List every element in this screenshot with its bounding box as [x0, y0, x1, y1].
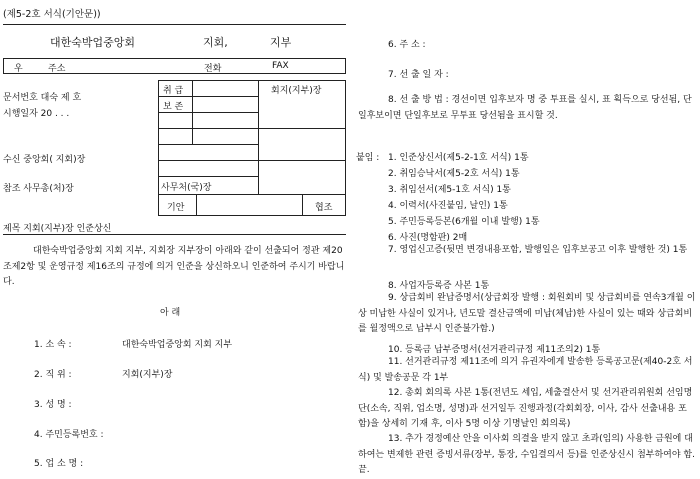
chwigeup-label: 취 급: [163, 86, 184, 96]
fax-label: FAX: [272, 61, 289, 71]
grid-line: [158, 194, 346, 195]
zip-label: 우: [14, 64, 23, 74]
header-sub-branch: 지부: [270, 36, 292, 49]
body-text: 대한숙박업중앙회 지회 지부, 지회장 지부장이 아래와 같이 선출되어 정관 제20조제2항 및 운영규정 제16조의 규정에 의거 인준을 상신하오니 인준하여 주시기 바랍니다.: [3, 246, 345, 287]
grid-line: [158, 96, 258, 97]
gian-label: 기안: [167, 203, 185, 213]
item-id-label: 4. 주민등록번호 :: [34, 430, 104, 440]
reference: 참조 사무총(처)장: [3, 184, 74, 194]
grid-line: [196, 194, 197, 216]
grid-line: [158, 176, 258, 177]
header-branch: 지회,: [203, 36, 228, 49]
attachment-11: 11. 선거관리규정 제11조에 의거 유권자에게 발송한 등록공고문(제40-2호 서식) 및 발송공문 각 1부: [358, 357, 693, 383]
office-head-label: 사무처(국)장: [161, 183, 212, 193]
attachment-4: 4. 이력서(사진붙임, 날인) 1통: [388, 201, 508, 211]
attachment-2: 2. 취임승낙서(제5-2호 서식) 1통: [388, 169, 520, 179]
approval-grid: [158, 80, 346, 216]
bojon-label: 보 존: [163, 102, 184, 112]
item-affiliation-value: 대한숙박업중앙회 지회 지부: [122, 340, 233, 350]
attachment-9: 9. 상급회비 완납증명서(상급회장 발행 : 회원회비 및 상급회비를 연속3개월 이상 미납한 사실이 있거나, 년도말 결산금액에 미납(체납)한 사실이 있는 때와 상급회비를 월정액으로 납부시 인준불가함.): [358, 293, 696, 334]
grid-line: [158, 160, 346, 161]
branch-head-label: 회지(지부)장: [271, 86, 322, 96]
attachment-3: 3. 취임선서(제5-1호 서식) 1통: [388, 185, 511, 195]
attachment-7: 7. 영업신고증(뒷면 변경내용포함, 발행일은 입후보공고 이후 발행한 것) 1통: [388, 245, 688, 255]
header-org: 대한숙박업중앙회: [50, 36, 136, 49]
address-row: [3, 58, 346, 74]
attachments-title: 붙임 :: [356, 153, 380, 163]
item-business-label: 5. 업 소 명 :: [34, 459, 84, 469]
subject-underline: [3, 234, 346, 235]
attachment-5: 5. 주민등록등본(6개월 이내 발행) 1통: [388, 217, 540, 227]
hyeopjo-label: 협조: [315, 203, 333, 213]
phone-label: 전화: [204, 64, 222, 74]
grid-line: [158, 128, 346, 129]
item-position-label: 2. 직 위 :: [34, 370, 72, 380]
below-heading: 아 래: [160, 308, 181, 318]
grid-line: [158, 144, 258, 145]
doc-number: 문서번호 대숙 제 호: [3, 93, 82, 103]
item-address-label: 6. 주 소 :: [388, 40, 426, 50]
attachment-1: 1. 인준상신서(제5-2-1호 서식) 1통: [388, 153, 529, 163]
subject: 제목 지회(지부)장 인준상신: [3, 224, 112, 234]
attachment-10: 10. 등록금 납부증명서(선거관리규정 제11조의2) 1통: [388, 345, 601, 355]
item-affiliation-label: 1. 소 속 :: [34, 340, 72, 350]
address-label: 주소: [48, 64, 66, 74]
attachment-12: 12. 총회 회의록 사본 1통(전년도 세입, 세출결산서 및 선거관리위원회 선임명단(소속, 직위, 업소명, 성명)과 선거일두 진행과정(각회회장, 이사, 감사 선출내용 포함)을 상세히 기재 후, 이사 5명 이상 기명날인 회의록): [358, 388, 693, 429]
grid-line: [158, 112, 258, 113]
grid-line: [258, 80, 259, 194]
exec-date: 시행일자 20 . . .: [3, 109, 70, 119]
item-election-date-label: 7. 선 출 일 자 :: [388, 70, 449, 80]
recipient: 수신 중앙회( 지회)장: [3, 155, 86, 165]
attachment-13: 13. 추가 경정예산 안을 이사회 의결을 받지 않고 초과(임의) 사용한 금원에 대하여는 변제한 관련 증빙서류(장부, 통장, 수입결의서 등)를 인준상신시 첨부하여야 함. 끝.: [358, 434, 695, 475]
top-border: [3, 24, 346, 25]
form-number: (제5-2호 서식(기안문)): [3, 9, 101, 20]
item-name-label: 3. 성 명 :: [34, 400, 72, 410]
attachment-8: 8. 사업자등록증 사본 1통: [388, 281, 490, 291]
attachment-6: 6. 사진(명함판) 2매: [388, 233, 468, 243]
grid-line: [302, 194, 303, 216]
item-position-value: 지회(지부)장: [122, 370, 173, 380]
item-election-method: 8. 선 출 방 법 : 경선이면 입후보자 명 중 투표를 실시, 표 획득으로 당선됨, 단일후보이면 단일후보로 무투표 당선됨을 표시할 것.: [358, 95, 692, 121]
